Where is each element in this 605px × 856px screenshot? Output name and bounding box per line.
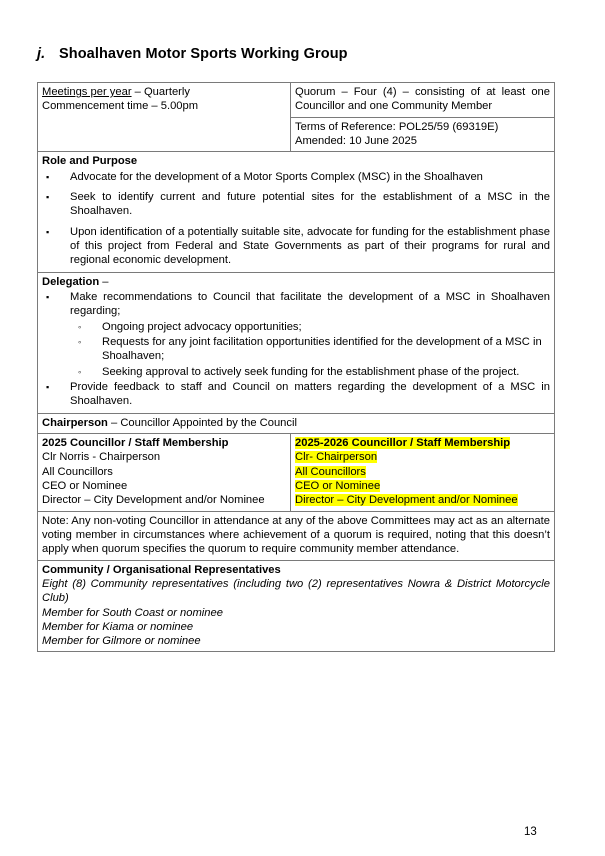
cell-membership-2025 (38, 433, 291, 511)
commencement-time-line: Commencement time – 5.00pm (42, 100, 199, 113)
cell-meetings (38, 83, 291, 152)
cell-note: Note: Any non-voting Councillor in attendance at any of the above Committees may act as an alternate voting member in circumstances where achievement of a quorum is required, noting that this doesn’t apply when quorum specifies the quorum to require community member attendance. (38, 511, 555, 560)
list-item (70, 365, 550, 379)
role-and-purpose-list (42, 170, 550, 268)
table-row-chairperson (38, 413, 555, 433)
cell-terms-of-reference (291, 117, 555, 152)
chairperson-label: Chairperson (42, 416, 108, 429)
membership-2025-row: CEO or Nominee (42, 479, 128, 492)
page-title-text: Shoalhaven Motor Sports Working Group (59, 46, 348, 62)
bullet-icon: ▪ (46, 291, 50, 302)
list-item (42, 190, 550, 219)
list-item (42, 170, 550, 184)
list-item-text: Make recommendations to Council that facilitate the development of a MSC in Shoalhaven regarding; (70, 290, 550, 318)
table-row-note (38, 511, 555, 560)
bullet-icon: ▪ (46, 381, 50, 392)
meetings-per-year-line (42, 85, 286, 99)
community-line: Eight (8) Community representatives (including two (2) representatives Nowra & District Motorcycle Club) (42, 577, 550, 605)
page-title (37, 46, 348, 62)
delegation-sublist (70, 320, 550, 379)
membership-2026-row: CEO or Nominee (295, 479, 381, 492)
circle-bullet-icon: ◦ (78, 366, 82, 378)
bullet-icon: ▪ (46, 171, 50, 182)
cell-chairperson (38, 413, 555, 433)
community-heading: Community / Organisational Representatives (42, 563, 281, 576)
list-item-text: Provide feedback to staff and Council on matters regarding the development of a MSC in Shoalhaven. (70, 380, 550, 408)
list-item-text: Seeking approval to actively seek funding for the establishment phase of the project. (102, 365, 520, 378)
meetings-per-year-label: Meetings per year (42, 86, 132, 98)
list-item (42, 225, 550, 268)
delegation-heading (42, 275, 550, 289)
delegation-heading-suffix: – (99, 275, 109, 288)
chairperson-value: – Councillor Appointed by the Council (107, 416, 297, 429)
membership-2025-heading: 2025 Councillor / Staff Membership (42, 436, 229, 449)
bullet-icon: ▪ (46, 226, 50, 237)
circle-bullet-icon: ◦ (78, 321, 82, 333)
role-and-purpose-heading: Role and Purpose (42, 155, 138, 168)
community-line: Member for Gilmore or nominee (42, 635, 201, 648)
meetings-per-year-value: – Quarterly (131, 86, 190, 98)
delegation-heading-text: Delegation (42, 275, 100, 288)
list-item (70, 320, 550, 334)
cell-community-representatives (38, 560, 555, 652)
table-row-role-and-purpose (38, 152, 555, 272)
list-item-text: Advocate for the development of a Motor Sports Complex (MSC) in the Shoalhaven (70, 170, 483, 183)
list-item-text: Requests for any joint facilitation opportunities identified for the development of a MSC in Shoalhaven; (102, 335, 542, 363)
membership-2026-row: Director – City Development and/or Nominee (295, 494, 518, 507)
terms-of-reference-table (37, 82, 555, 652)
cell-quorum: Quorum – Four (4) – consisting of at least one Councillor and one Community Member (291, 83, 555, 118)
cell-role-and-purpose (38, 152, 555, 272)
membership-2025-row: All Councillors (42, 465, 113, 478)
list-item-text: Ongoing project advocacy opportunities; (102, 320, 302, 333)
circle-bullet-icon: ◦ (78, 336, 82, 348)
cell-delegation (38, 272, 555, 413)
membership-2026-heading: 2025-2026 Councillor / Staff Membership (295, 436, 511, 449)
amended-line: Amended: 10 June 2025 (295, 134, 417, 147)
page-number: 13 (524, 826, 537, 838)
bullet-icon: ▪ (46, 191, 50, 202)
list-item (42, 290, 550, 379)
table-row-delegation (38, 272, 555, 413)
list-item-text: Upon identification of a potentially suitable site, advocate for funding for the establishment phase of this project from Federal and State Governments as part of their programs for rural and regional economic development. (70, 225, 550, 267)
membership-2026-row: Clr- Chairperson (295, 451, 378, 464)
table-row-membership (38, 433, 555, 511)
list-item (70, 335, 550, 364)
cell-membership-2025-2026 (291, 433, 555, 511)
table-row-community (38, 560, 555, 652)
community-line: Member for Kiama or nominee (42, 620, 194, 633)
delegation-list (42, 290, 550, 409)
membership-2025-row: Clr Norris - Chairperson (42, 451, 161, 464)
list-item (42, 380, 550, 409)
list-item-text: Seek to identify current and future potential sites for the establishment of a MSC in the Shoalhaven. (70, 190, 550, 218)
table-row-meetings-quorum (38, 83, 555, 118)
page-title-marker: j. (37, 46, 46, 62)
membership-2026-row: All Councillors (295, 465, 366, 478)
terms-of-reference-line: Terms of Reference: POL25/59 (69319E) (295, 120, 499, 133)
membership-2025-row: Director – City Development and/or Nominee (42, 494, 265, 507)
community-line: Member for South Coast or nominee (42, 606, 223, 619)
